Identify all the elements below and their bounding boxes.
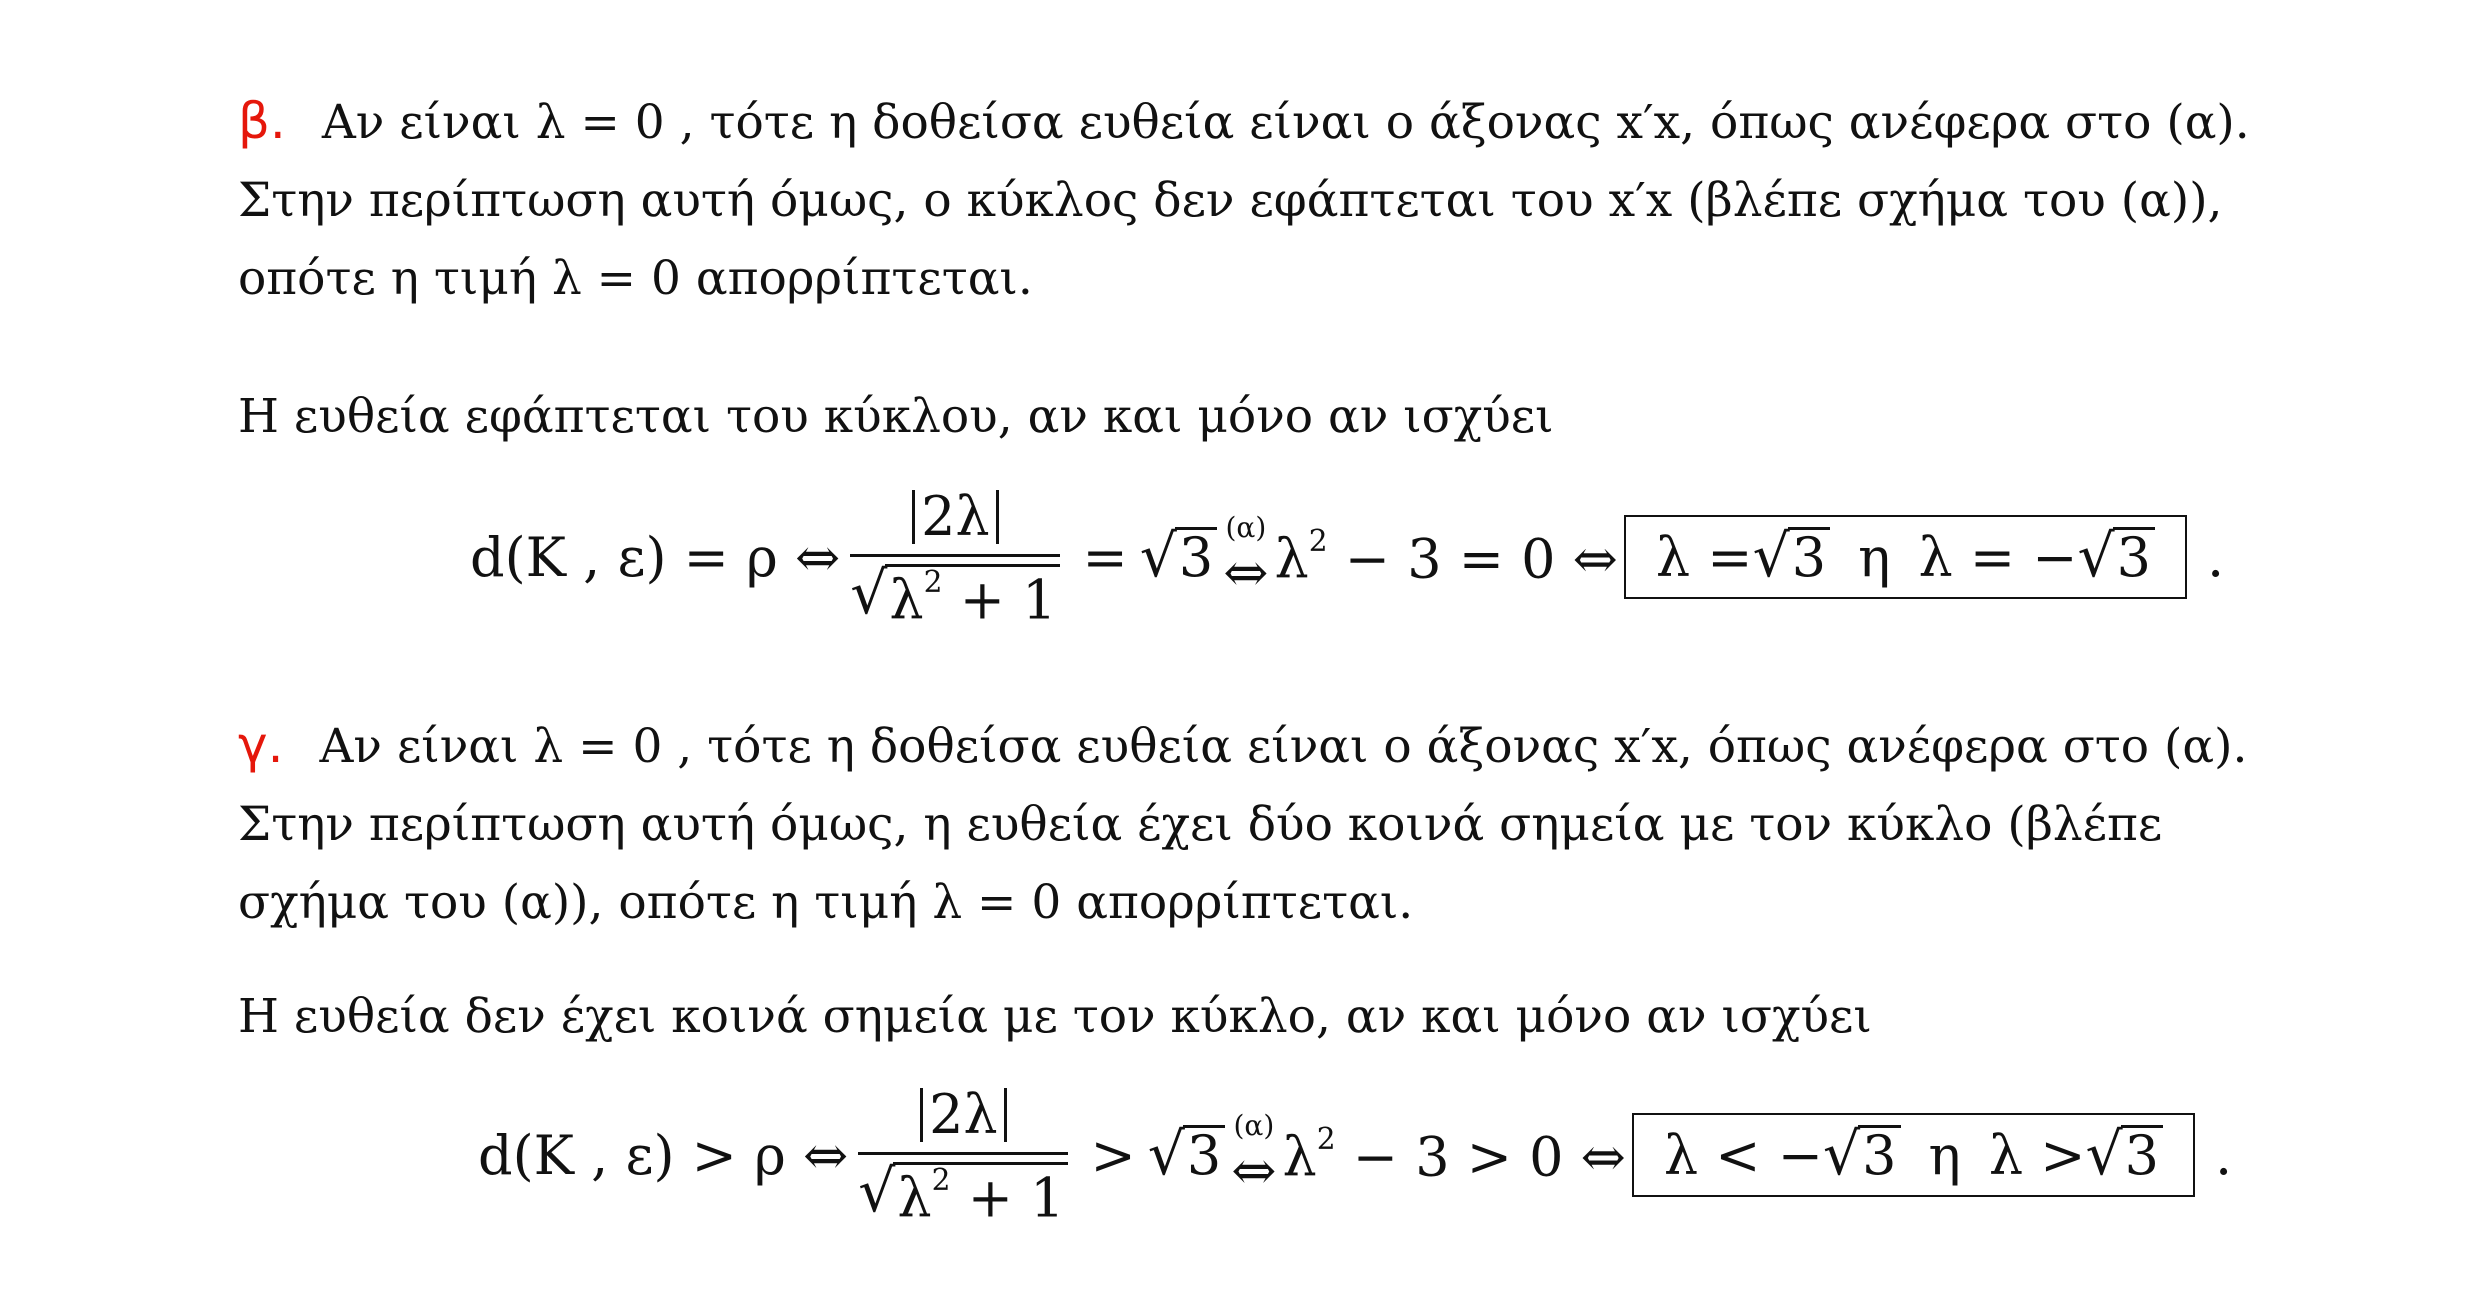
eq-c-box-sqrt-a xyxy=(1822,1120,1901,1189)
eq-b-den-tail: + 1 xyxy=(942,568,1057,632)
eq-c-lhs: d(K , ε) > ρ ⇔ xyxy=(478,1123,849,1187)
eq-c-box-b: λ > xyxy=(1988,1123,2086,1187)
eq-b-den-body xyxy=(885,564,1060,632)
eq-c-answer-box xyxy=(1632,1113,2195,1197)
radical-sign-icon: √ xyxy=(858,1156,896,1225)
eq-c-sqrt3-body: 3 xyxy=(1183,1125,1225,1185)
section-b-line-1-text: Αν είναι λ = 0 , τότε η δοθείσα ευθεία είναι ο άξονας x′x, όπως ανέφερα στο (α). xyxy=(321,95,2250,150)
eq-b-iff-alpha xyxy=(1223,511,1269,604)
section-c-line-1-text: Αν είναι λ = 0 , τότε η δοθείσα ευθεία είναι ο άξονας x′x, όπως ανέφερα στο (α). xyxy=(319,719,2248,774)
section-b-line-3: οπότε η τιμή λ = 0 απορρίπτεται. xyxy=(238,251,1033,306)
eq-b-box-root-a: 3 xyxy=(1788,527,1830,587)
eq-c-numerator xyxy=(910,1083,1017,1152)
radical-sign-icon: √ xyxy=(1752,522,1790,591)
eq-b-box-sqrt-b xyxy=(2077,522,2156,591)
section-b-text xyxy=(238,82,2250,318)
eq-b-sqrt3-body: 3 xyxy=(1175,527,1217,587)
eq-c-den-tail: + 1 xyxy=(950,1166,1065,1230)
radical-sign-icon: √ xyxy=(2077,522,2115,591)
radical-sign-icon: √ xyxy=(2085,1120,2123,1189)
radical-sign-icon: √ xyxy=(850,558,888,627)
eq-c-den-base: λ xyxy=(897,1166,932,1230)
eq-c-mid-base: λ xyxy=(1282,1125,1317,1189)
eq-b-box-sqrt-a xyxy=(1752,522,1831,591)
section-c-line-2: Στην περίπτωση αυτή όμως, η ευθεία έχει δύο κοινά σημεία με τον κύκλο (βλέπε xyxy=(238,797,2163,852)
eq-c-mid-exp: 2 xyxy=(1316,1121,1336,1157)
section-b-equation xyxy=(470,482,2224,632)
eq-b-mid-base: λ xyxy=(1274,527,1309,591)
eq-b-mid-exp: 2 xyxy=(1308,523,1328,559)
eq-b-denominator xyxy=(850,557,1060,632)
eq-b-numerator xyxy=(902,485,1009,554)
section-c-label: γ. xyxy=(238,716,284,774)
eq-b-sqrt3 xyxy=(1139,522,1218,591)
eq-b-middle xyxy=(1275,524,1618,591)
eq-c-rel1: > xyxy=(1090,1123,1136,1187)
eq-c-denominator xyxy=(858,1155,1068,1230)
radical-sign-icon: √ xyxy=(1139,522,1177,591)
eq-b-answer-box xyxy=(1624,515,2187,599)
eq-c-box-a: λ < − xyxy=(1663,1123,1823,1187)
eq-c-box-root-b: 3 xyxy=(2121,1125,2163,1185)
eq-b-box-root-b: 3 xyxy=(2113,527,2155,587)
eq-c-abs-value: 2λ xyxy=(920,1088,1007,1142)
section-b-condition: Η ευθεία εφάπτεται του κύκλου, αν και μόνο αν ισχύει xyxy=(238,389,1554,444)
eq-b-box-b: λ = − xyxy=(1918,525,2078,589)
eq-b-den-sqrt xyxy=(850,558,1060,632)
section-b-label: β. xyxy=(238,92,286,150)
eq-b-end: . xyxy=(2207,525,2225,589)
eq-b-mid-tail: − 3 = 0 ⇔ xyxy=(1327,527,1618,591)
eq-b-iff: ⇔ xyxy=(1223,541,1269,604)
eq-b-rel1: = xyxy=(1082,525,1128,589)
eq-b-box-or: η xyxy=(1858,525,1891,589)
eq-c-middle xyxy=(1283,1122,1626,1189)
eq-c-den-exp: 2 xyxy=(931,1162,951,1198)
eq-c-mid-tail: − 3 > 0 ⇔ xyxy=(1335,1125,1626,1189)
eq-c-box-sqrt-b xyxy=(2085,1120,2164,1189)
eq-b-over-tag: (α) xyxy=(1225,511,1267,544)
eq-c-fraction xyxy=(858,1082,1068,1230)
eq-b-box-a: λ = xyxy=(1655,525,1753,589)
eq-b-fraction xyxy=(850,484,1060,632)
eq-c-sqrt3 xyxy=(1147,1120,1226,1189)
eq-c-over-tag: (α) xyxy=(1233,1109,1275,1142)
eq-b-den-exp: 2 xyxy=(923,564,943,600)
eq-c-den-sqrt xyxy=(858,1156,1068,1230)
eq-b-abs-value: 2λ xyxy=(912,490,999,544)
section-c-line-3: σχήμα του (α)), οπότε η τιμή λ = 0 απορρίπτεται. xyxy=(238,875,1414,930)
section-b-line-2: Στην περίπτωση αυτή όμως, ο κύκλος δεν εφάπτεται του x′x (βλέπε σχήμα του (α)), xyxy=(238,173,2223,228)
section-c-equation xyxy=(478,1080,2232,1230)
eq-c-box-or: η xyxy=(1928,1123,1961,1187)
eq-b-lhs: d(K , ε) = ρ ⇔ xyxy=(470,525,841,589)
radical-sign-icon: √ xyxy=(1147,1120,1185,1189)
eq-c-box-root-a: 3 xyxy=(1858,1125,1900,1185)
eq-c-end: . xyxy=(2215,1123,2233,1187)
radical-sign-icon: √ xyxy=(1822,1120,1861,1189)
eq-c-den-body xyxy=(893,1162,1068,1230)
eq-c-iff: ⇔ xyxy=(1231,1139,1277,1202)
section-c-line-1 xyxy=(238,706,2247,786)
eq-c-iff-alpha xyxy=(1231,1109,1277,1202)
eq-b-den-base: λ xyxy=(889,568,924,632)
section-c-text xyxy=(238,706,2247,942)
section-c-condition: Η ευθεία δεν έχει κοινά σημεία με τον κύκλο, αν και μόνο αν ισχύει xyxy=(238,989,1872,1044)
section-b-line-1 xyxy=(238,82,2250,162)
